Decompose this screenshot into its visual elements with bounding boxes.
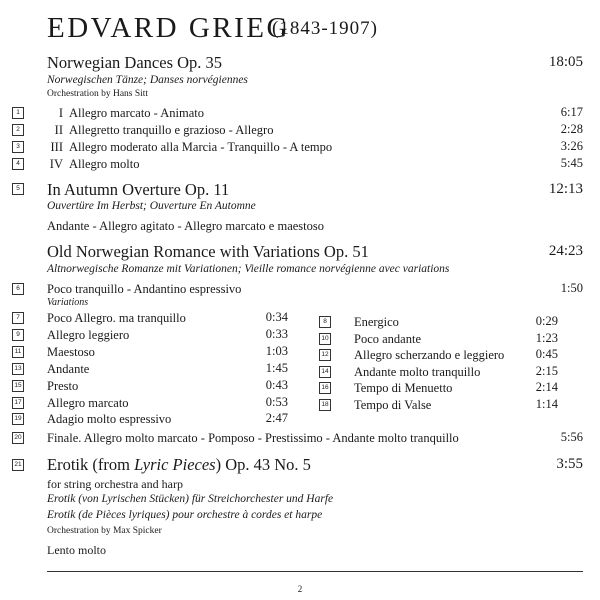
work4-tempo: Lento molto (47, 543, 106, 557)
variation-name: Tempo di Menuetto (354, 381, 453, 395)
finale-time: 5:56 (560, 430, 583, 444)
track-badge: 20 (12, 432, 24, 444)
work1-orchestration: Orchestration by Hans Sitt (47, 89, 149, 99)
theme-name: Poco tranquillo - Andantino espressivo (47, 282, 242, 296)
work2-tempo: Andante - Allegro agitato - Allegro marcato e maestoso (47, 219, 324, 233)
work4-line1: for string orchestra and harp (47, 477, 183, 491)
track-badge: 1 (12, 107, 24, 119)
track-badge: 19 (12, 413, 24, 425)
movement-number: II (54, 123, 63, 137)
track-badge: 15 (12, 380, 24, 392)
track-badge: 10 (319, 333, 331, 345)
track-badge: 7 (12, 312, 24, 324)
track-badge: 16 (319, 382, 331, 394)
finale-name: Finale. Allegro molto marcato - Pomposo - Prestissimo - Andante molto tranquillo (47, 431, 459, 445)
variation-name: Presto (47, 379, 79, 393)
variation-time: 1:14 (535, 397, 558, 411)
track-badge: 8 (319, 316, 331, 328)
track-badge: 9 (12, 329, 24, 341)
variation-name: Adagio molto espressivo (47, 412, 172, 426)
movement-number: IV (49, 157, 63, 171)
track-badge: 4 (12, 158, 24, 170)
track-badge: 11 (12, 346, 24, 358)
variation-name: Allegro leggiero (47, 328, 130, 342)
work4-orchestration: Orchestration by Max Spicker (47, 526, 162, 536)
composer-dates: (1843-1907) (272, 18, 378, 39)
track-badge: 3 (12, 141, 24, 153)
work4-line2: Erotik (von Lyrischen Stücken) für Streichorchester und Harfe (47, 493, 334, 505)
theme-time: 1:50 (560, 281, 583, 295)
variation-time: 2:15 (535, 364, 558, 378)
track-badge: 13 (12, 363, 24, 375)
work2-time: 12:13 (548, 181, 583, 197)
movement-number: I (58, 106, 63, 120)
movement-name: Allegro marcato - Animato (69, 106, 205, 120)
work1-subtitle: Norwegischen Tänze; Danses norvégiennes (47, 74, 248, 86)
track-badge: 5 (12, 183, 24, 195)
movement-time: 5:45 (560, 156, 583, 170)
movement-name: Allegretto tranquillo e grazioso - Allegro (69, 123, 274, 137)
variation-name: Energico (354, 315, 399, 329)
track-badge: 14 (319, 366, 331, 378)
footer-rule (47, 571, 583, 572)
work4-line3: Erotik (de Pièces lyriques) pour orchestre à cordes et harpe (47, 509, 323, 521)
variation-time: 1:03 (265, 344, 288, 358)
variation-name: Poco andante (354, 332, 421, 346)
variation-time: 0:53 (265, 395, 288, 409)
variation-name: Poco Allegro. ma tranquillo (47, 311, 186, 325)
work1-time: 18:05 (548, 54, 583, 70)
variation-name: Allegro scherzando e leggiero (354, 348, 505, 362)
work3-title: Old Norwegian Romance with Variations Op. 51 (47, 242, 369, 261)
variation-name: Tempo di Valse (354, 398, 432, 412)
track-badge: 17 (12, 397, 24, 409)
variation-time: 0:43 (265, 378, 288, 392)
work4-time: 3:55 (556, 456, 583, 472)
variation-name: Allegro marcato (47, 396, 129, 410)
page-number: 2 (297, 584, 303, 594)
track-badge: 21 (12, 459, 24, 471)
work4-title-part1: Erotik (from (47, 455, 135, 474)
work4-title (47, 455, 311, 475)
variation-time: 1:23 (535, 331, 558, 345)
variation-name: Maestoso (47, 345, 95, 359)
variation-name: Andante molto tranquillo (354, 365, 481, 379)
work3-subtitle: Altnorwegische Romanze mit Variationen; Vieille romance norvégienne avec variations (47, 263, 450, 275)
variation-time: 0:45 (535, 347, 558, 361)
work4-title-part2: Lyric Pieces (134, 455, 216, 474)
track-badge: 6 (12, 283, 24, 295)
track-badge: 2 (12, 124, 24, 136)
variation-time: 0:34 (265, 310, 288, 324)
movement-time: 6:17 (560, 105, 583, 119)
variations-label: Variations (47, 297, 89, 308)
variation-time: 0:33 (265, 327, 288, 341)
composer-name: EDVARD GRIEG (47, 12, 290, 44)
movement-number: III (50, 140, 63, 154)
movement-time: 2:28 (560, 122, 583, 136)
work1-title: Norwegian Dances Op. 35 (47, 53, 223, 72)
track-badge: 12 (319, 349, 331, 361)
variation-time: 2:47 (265, 411, 288, 425)
variation-time: 0:29 (535, 314, 558, 328)
variation-time: 1:45 (265, 361, 288, 375)
movement-name: Allegro moderato alla Marcia - Tranquillo - A tempo (69, 140, 333, 154)
track-badge: 18 (319, 399, 331, 411)
work2-title: In Autumn Overture Op. 11 (47, 180, 230, 199)
work3-time: 24:23 (548, 243, 583, 259)
work4-title-part3: ) Op. 43 No. 5 (215, 455, 311, 474)
variation-time: 2:14 (535, 380, 558, 394)
variation-name: Andante (47, 362, 90, 376)
movement-time: 3:26 (560, 139, 583, 153)
movement-name: Allegro molto (69, 157, 140, 171)
work2-subtitle: Ouvertüre Im Herbst; Ouverture En Automne (47, 200, 256, 212)
